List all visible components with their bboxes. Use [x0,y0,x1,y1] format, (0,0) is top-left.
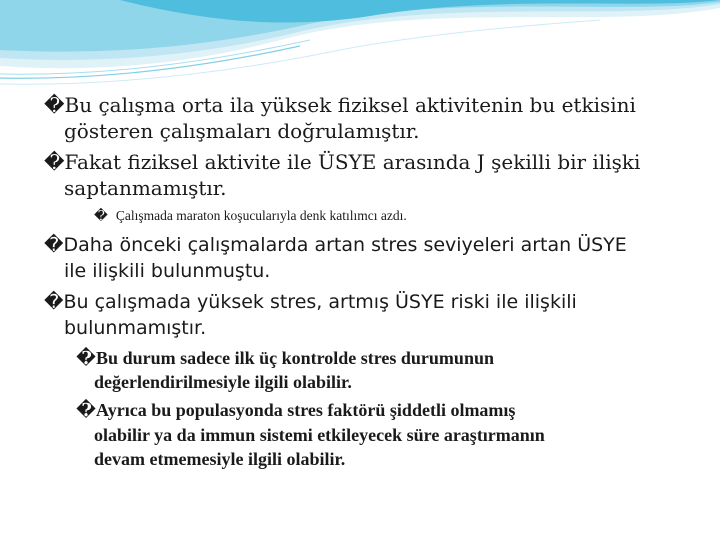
sub-bullet-item [76,400,515,421]
sub-bullet-text: Ayrıca bu populasyonda stres faktörü şiddetli olmamış [96,400,516,420]
sub-bullet-icon: � [76,400,97,420]
sub-bullet-text: Bu durum sadece ilk üç kontrolde stres durumunun [96,348,494,368]
bullet-icon: � [44,150,65,174]
bullet-icon: � [44,93,65,117]
bullet-item [44,93,636,117]
bullet-text-continuation: ile ilişkili bulunmuştu. [64,260,271,282]
sub-bullet-icon: � [76,348,97,368]
sub-bullet-text-continuation: değerlendirilmesiyle ilgili olabilir. [94,372,352,392]
bullet-item [44,150,640,174]
bullet-icon: � [44,234,64,256]
sub-bullet-text: Çalışmada maraton koşucularıyla denk katılımcı azdı. [115,208,407,223]
bullet-text-continuation: bulunmamıştır. [64,317,207,339]
bullet-icon: � [44,291,64,313]
bullet-item [44,234,627,256]
bullet-text: Bu çalışmada yüksek stres, artmış ÜSYE riski ile ilişkili [63,291,577,313]
sub-bullet-item [76,348,494,369]
sub-bullet-text-continuation: olabilir ya da immun sistemi etkileyecek süre araştırmanın [94,425,545,445]
sub-bullet-text-continuation: devam etmemesiyle ilgili olabilir. [94,449,346,469]
bullet-text-continuation: gösteren çalışmaları doğrulamıştır. [64,119,420,143]
bullet-text-continuation: saptanmamıştır. [64,176,227,200]
bullet-text: Daha önceki çalışmalarda artan stres seviyeleri artan ÜSYE [63,234,627,256]
bullet-text: Fakat fiziksel aktivite ile ÜSYE arasında J şekilli bir ilişki [64,150,641,174]
sub-bullet-item [94,208,407,224]
sub-bullet-icon: � [94,208,108,223]
bullet-item [44,291,577,313]
bullet-text: Bu çalışma orta ila yüksek fiziksel aktivitenin bu etkisini [64,93,636,117]
